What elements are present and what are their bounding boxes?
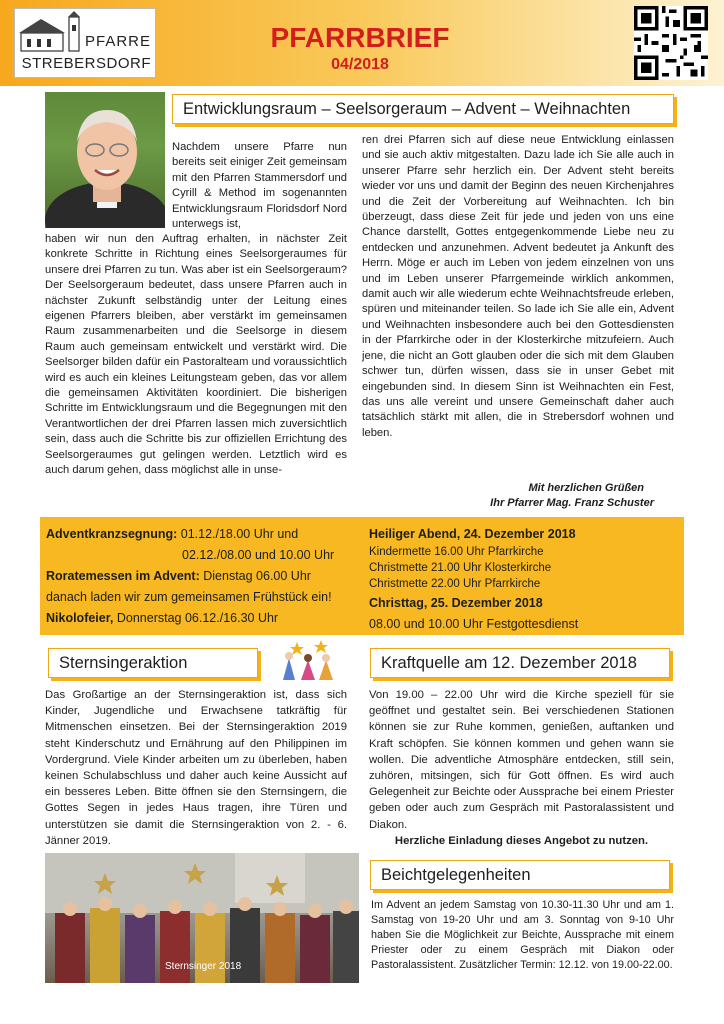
article-greeting: Mit herzlichen Grüßen (528, 482, 644, 494)
article-text-column-1: haben wir nun den Auftrag erhalten, in nächster Zeit konkrete Schritte in Richtung eines Seelsorgeraumes für unsere drei Pfarren zu tun. Was aber ist ein Seelsorgeraum? Der Seelsorgeraum bedeutet, dass unsere Pfarren auch in nächster Zukunft selbständig unter der Leitung eines eigenen Pfarrers bleiben, aber verstärkt im gemeinsamen Raum zusammenarbeiten und die Seelsorge in diesem Raum auch gemeinsam entwickelt und verstärkt wird. Die Seelsorger bilden dafür ein Pastoralteam und voraussichtlich wird es auch ein kleines Leitungsteam geben, das vor allem die gemeinsamen Aktivitäten koordiniert. Die bisherigen Schritte im Entwicklungsraum und die Begegnungen mit den Verantwortlichen der drei Pfarren lassen mich zuversichtlich sein, dass auch die Schritte bis zur offiziellen Errichtung des Seelsorgeraumes gut gelingen werden. Letztlich wird es auch darum gehen, dass möglichst alle in unse- (45, 233, 347, 477)
schedule-heiliger-abend: Heiliger Abend, 24. Dezember 2018 (369, 527, 576, 541)
schedule-rorate-note: danach laden wir zum gemeinsamen Frühstück ein! (46, 590, 332, 604)
logo-text-line1: PFARRE (84, 33, 151, 50)
schedule-christtag-times: 08.00 und 10.00 Uhr Festgottesdienst (369, 617, 579, 631)
schedule-rorate (46, 567, 311, 585)
priest-photo (45, 92, 165, 228)
rorate-label: Roratemessen im Advent: (46, 569, 200, 583)
logo-text-line2: STREBERSDORF (21, 55, 151, 72)
sternsinger-photo (45, 853, 359, 983)
sternsinger-photo-caption: Sternsinger 2018 (165, 961, 242, 972)
parish-logo (14, 8, 156, 78)
issue-number: 04/2018 (331, 56, 389, 73)
masthead-title: PFARRBRIEF (270, 22, 450, 53)
kraftquelle-text: Von 19.00 – 22.00 Uhr wird die Kirche speziell für sie geöffnet und gestaltet sein. Bei verschiedenen Stationen können sie zur Ruhe kommen, genießen, auftanken und Kraft schöpfen. Sie können kommen und gehen wann sie wollen. Die adventliche Atmosphäre entdecken, still sein, zuhören, mitsingen, sich für Gott öffnen. Es wird auch Gelegenheit zur Beichte oder Aussprache bei einem Priester geben oder auch zum Gespräch mit Pastoralassistent und Diakon. (369, 689, 674, 831)
sternsinger-title: Sternsingeraktion (48, 648, 258, 678)
article-text-column-2: ren drei Pfarren sich auf diese neue Entwicklung einlassen und sie auch aktiv mitgestalten. Dazu lade ich Sie alle auch in unserer Pfarre sehr herzlich ein. Der Advent steht bereits wieder vor uns und damit der Beginn des neuen Kirchenjahres und die Zeit der Vorbereitung auf Weihnachten. Ich bin überzeugt, dass diese Zeit für jede und jeden von uns eine Chance darstellt, Gottes entgegenkommende Liebe neu zu entdecken und anzunehmen. Advent bedeutet ja Ankunft des Herrn. Möge er auch im Leben von jedem einzelnen von uns und im Leben unserer Pfarrgemeinde wirklich ankommen, damit auch wir alle wiederum echte Weihnachtsfreude erleben, spüren und miteinander teilen. So lade ich Sie alle ein, Advent und Weihnachten insbesondere auch bei den Gottesdiensten in der Pfarrkirche oder in der Klosterkirche mitzufeiern. Auch jene, die nicht an Gott glauben oder die sich mit dem Glauben schwer tun, dürfen wissen, dass sie in unser Gebet mit eingebunden sind. In diesem Sinn ist Weihnachten ein Fest, das uns alle vereint und unsere Gemeinschaft daher auch tatsächlich stärkt mit allen, die in Strebersdorf wohnen und leben. (362, 134, 674, 439)
schedule-christtag: Christtag, 25. Dezember 2018 (369, 596, 543, 610)
kraftquelle-invite: Herzliche Einladung dieses Angebot zu nutzen. (394, 835, 649, 847)
article-text-beside-photo: Nachdem unsere Pfarre nun bereits seit einiger Zeit gemeinsam mit den Pfarren Stammersdorf und Cyrill & Method im sogenannten Entwicklungsraum Floridsdorf Nord unterwegs ist, (172, 141, 347, 231)
nikolo-label: Nikolofeier, (46, 611, 114, 625)
schedule-christmette-1: Christmette 21.00 Uhr Klosterkirche (369, 562, 552, 574)
schedule-nikolo (46, 609, 278, 627)
beichte-title: Beichtgelegenheiten (370, 860, 670, 890)
sternsinger-illustration-icon (275, 640, 345, 682)
sternsinger-text: Das Großartige an der Sternsingeraktion ist, dass sich Kinder, Jugendliche und Erwachsene tatkräftig für Mitmenschen einsetzen. Bei der Sternsingeraktion 2019 steht Kinderschutz und Ernährung auf den Philippinen im Vordergrund. Viele Kinder arbeiten um zu überleben, haben keinen Schulabschluss und daher auch keine Aussicht auf ein besseres Leben. Bitte öffnen sie den Sternsingern, die Gottes Segen in jedes Haus tragen, ihre Türen und unterstützen sie damit die Sternsingeraktion von 2. - 6. Jänner 2019. (45, 689, 347, 847)
kraftquelle-title: Kraftquelle am 12. Dezember 2018 (370, 648, 670, 678)
article-signature: Ihr Pfarrer Mag. Franz Schuster (490, 497, 654, 509)
adventkranz-times: 01.12./18.00 Uhr und (180, 527, 299, 541)
qr-code-icon (634, 6, 708, 80)
schedule-adventkranz-times2: 02.12./08.00 und 10.00 Uhr (182, 548, 335, 562)
schedule-kindermette: Kindermette 16.00 Uhr Pfarrkirche (369, 546, 544, 558)
schedule-christmette-2: Christmette 22.00 Uhr Pfarrkirche (369, 578, 541, 590)
main-article-title: Entwicklungsraum – Seelsorgeraum – Advent – Weihnachten (172, 94, 674, 124)
schedule-adventkranz (46, 525, 298, 543)
nikolo-time: Donnerstag 06.12./16.30 Uhr (116, 611, 279, 625)
adventkranz-label: Adventkranzsegnung: (46, 527, 178, 541)
beichte-text: Im Advent an jedem Samstag von 10.30-11.30 Uhr und am 1. Samstag von 19-20 Uhr und am 3. Sonntag von 9-10 Uhr haben Sie die Möglichkeit zur Beichte, Aussprache mit einem Priester oder zu einem Gespräch mit Diakon oder Pastoralassistent. Zusätzlicher Termin: 12.12. von 19.00-22.00. (371, 899, 674, 971)
rorate-time: Dienstag 06.00 Uhr (203, 569, 311, 583)
